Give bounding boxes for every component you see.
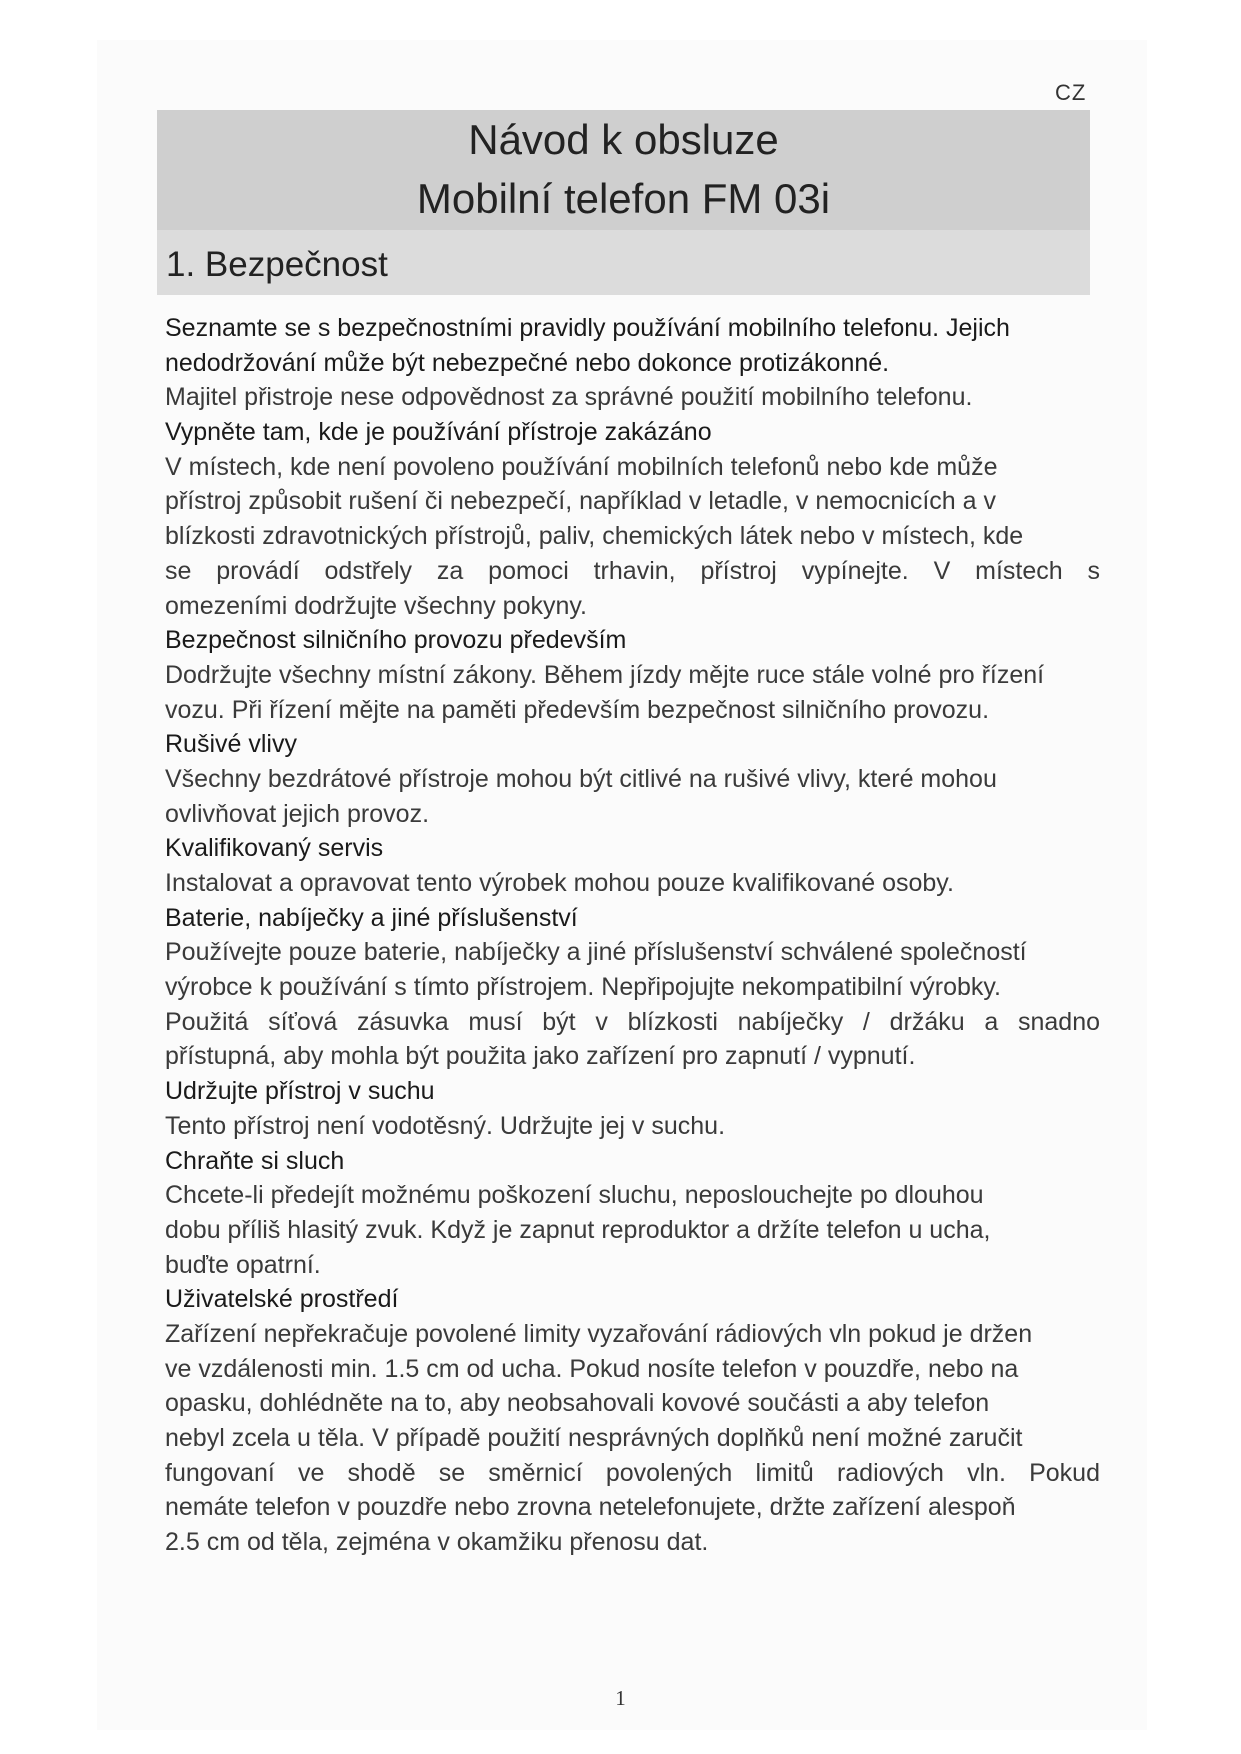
- paragraph-line: blízkosti zdravotnických přístrojů, paliv, chemických látek nebo v místech, kde: [165, 522, 1024, 551]
- subsection-heading: Uživatelské prostředí: [165, 1285, 399, 1314]
- subsection-heading: Vypněte tam, kde je používání přístroje zakázáno: [165, 418, 712, 447]
- paragraph-line: vozu. Při řízení mějte na paměti především bezpečnost silničního provozu.: [165, 695, 990, 724]
- paragraph-line: Všechny bezdrátové přístroje mohou být citlivé na rušivé vlivy, které mohou: [165, 764, 997, 793]
- paragraph-line: Zařízení nepřekračuje povolené limity vyzařování rádiových vln pokud je držen: [165, 1319, 1033, 1348]
- paragraph-line: Použitá síťová zásuvka musí být v blízkosti nabíječky / držáku a snadno: [165, 1007, 1100, 1036]
- paragraph-line: opasku, dohlédněte na to, aby neobsahovali kovové součásti a aby telefon: [165, 1389, 990, 1418]
- title-banner: [157, 110, 1090, 295]
- paragraph-line: ovlivňovat jejich provoz.: [165, 799, 430, 828]
- document-subtitle: Mobilní telefon FM 03i: [416, 175, 831, 222]
- subsection-heading: Bezpečnost silničního provozu především: [165, 626, 627, 655]
- section-heading: 1. Bezpečnost: [166, 245, 388, 284]
- paragraph-line: přístupná, aby mohla být použita jako zařízení pro zapnutí / vypnutí.: [165, 1042, 916, 1071]
- document-title: Návod k obsluze: [468, 116, 779, 163]
- paragraph-line: Instalovat a opravovat tento výrobek mohou pouze kvalifikované osoby.: [165, 869, 954, 897]
- paragraph-line: Používejte pouze baterie, nabíječky a jiné příslušenství schválené společností: [165, 938, 1027, 967]
- paragraph-line: nebyl zcela u těla. V případě použití nesprávných doplňků není možné zaručit: [165, 1424, 1023, 1452]
- language-code: CZ: [1055, 80, 1087, 105]
- subsection-heading: Kvalifikovaný servis: [165, 834, 384, 863]
- paragraph-line: nemáte telefon v pouzdře nebo zrovna netelefonujete, držte zařízení alespoň: [165, 1493, 1016, 1522]
- intro-line: Majitel přistroje nese odpovědnost za správné použití mobilního telefonu.: [165, 383, 973, 412]
- paragraph-line: omezeními dodržujte všechny pokyny.: [165, 591, 587, 620]
- paragraph-line: Dodržujte všechny místní zákony. Během jízdy mějte ruce stále volné pro řízení: [165, 660, 1045, 689]
- paragraph-line: Chcete-li předejít možnému poškození sluchu, neposlouchejte po dlouhou: [165, 1181, 984, 1210]
- subsection-heading: Rušivé vlivy: [165, 730, 297, 759]
- intro-line: Seznamte se s bezpečnostními pravidly používání mobilního telefonu. Jejich: [165, 314, 1010, 342]
- paragraph-line: přístroj způsobit rušení či nebezpečí, například v letadle, v nemocnicích a v: [165, 487, 996, 516]
- subsection-heading: Chraňte si sluch: [165, 1146, 345, 1175]
- paragraph-line: výrobce k používání s tímto přístrojem. Nepřipojujte nekompatibilní výrobky.: [165, 973, 1001, 1002]
- paragraph-line: se provádí odstřely za pomoci trhavin, přístroj vypínejte. V místech s: [165, 556, 1100, 585]
- intro-line: nedodržování může být nebezpečné nebo dokonce protizákonné.: [165, 348, 890, 377]
- page-number: 1: [615, 1686, 626, 1710]
- paragraph-line: 2.5 cm od těla, zejména v okamžiku přenosu dat.: [165, 1528, 709, 1557]
- paragraph-line: buďte opatrní.: [165, 1250, 321, 1279]
- paragraph-line: Tento přístroj není vodotěsný. Udržujte jej v suchu.: [165, 1111, 726, 1140]
- paragraph-line: ve vzdálenosti min. 1.5 cm od ucha. Pokud nosíte telefon v pouzdře, nebo na: [165, 1354, 1019, 1383]
- paragraph-line: fungovaní ve shodě se směrnicí povolených limitů radiových vln. Pokud: [165, 1458, 1100, 1487]
- document-body: [165, 311, 1100, 1560]
- subsection-heading: Baterie, nabíječky a jiné příslušenství: [165, 903, 578, 932]
- subsection-heading: Udržujte přístroj v suchu: [165, 1077, 435, 1106]
- paragraph-line: V místech, kde není povoleno používání mobilních telefonů nebo kde může: [165, 452, 998, 481]
- paragraph-line: dobu příliš hlasitý zvuk. Když je zapnut reproduktor a držíte telefon u ucha,: [165, 1215, 991, 1244]
